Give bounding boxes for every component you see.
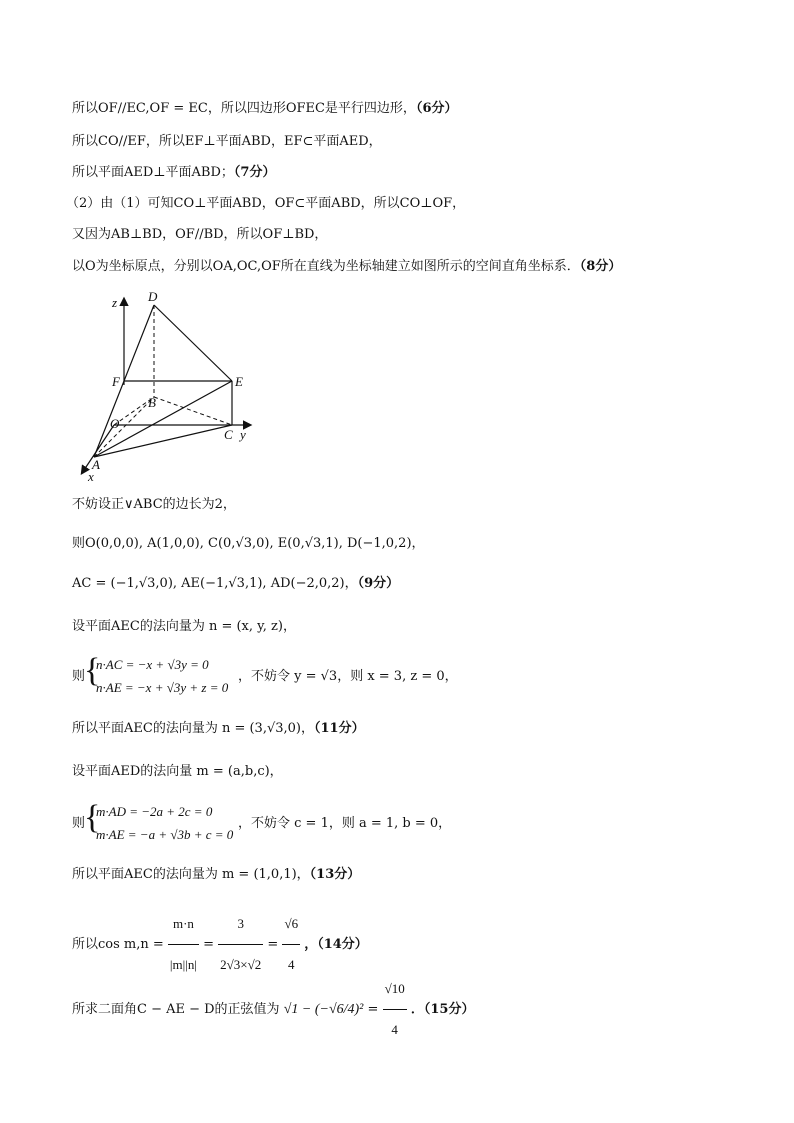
proof-line-5 (72, 226, 327, 244)
edge-de (154, 305, 232, 381)
proof-line-4 (66, 195, 465, 213)
system-eq: m·AD = −2a + 2c = 0 (96, 804, 213, 819)
equals-sign: = (267, 937, 279, 952)
proof-text: 不妨设正∨ABC的边长为2， (72, 497, 236, 512)
system-eq: m·AE = −a + √3b + c = 0 (96, 827, 234, 842)
proof-line-9 (72, 575, 399, 593)
fraction: $\frac{√10}{4}$ (383, 969, 407, 1050)
label-f: F (112, 374, 120, 389)
system-eq: n·AC = −x + √3y = 0 (96, 657, 209, 672)
proof-line-3 (72, 164, 275, 182)
proof-text: 则 (72, 816, 86, 831)
proof-line-14-suffix (238, 815, 451, 833)
edge-fd (124, 305, 154, 381)
proof-line-15 (72, 866, 360, 884)
proof-text: 所求二面角C − AE − D的正弦值为 (72, 1002, 280, 1017)
fraction: $\frac{m\cdot n}{|m||n|}$ (168, 904, 199, 985)
score-mark: （9分） (357, 576, 400, 591)
proof-text: 所以平面AED⊥平面ABD； (72, 165, 234, 180)
proof-text: ，不妨令 y = √3，则 x = 3, z = 0， (238, 669, 458, 684)
proof-line-6 (72, 258, 621, 276)
score-mark: （8分） (579, 259, 622, 274)
proof-line-2 (72, 133, 382, 151)
score-mark: （7分） (233, 165, 276, 180)
proof-text: 设平面AED的法向量 m = (a,b,c)， (72, 764, 283, 779)
proof-line-13 (72, 763, 283, 781)
system-brace: { (84, 799, 101, 836)
equals-sign: = (203, 937, 214, 952)
proof-line-17 (72, 969, 474, 1050)
fraction: $\frac{√6}{4}$ (282, 904, 300, 985)
score-mark: （13分） (309, 867, 361, 882)
system-brace: { (84, 652, 101, 689)
score-mark: （11分） (314, 721, 365, 736)
label-c: C (224, 427, 233, 442)
score-mark: ，（14分） (304, 937, 368, 952)
proof-text: 则 (72, 669, 86, 684)
label-z: z (112, 295, 118, 310)
label-b: B (148, 395, 156, 410)
edge-af (94, 381, 124, 457)
proof-text: 所以CO//EF，所以EF⊥平面ABD，EF⊂平面AED， (72, 134, 382, 149)
proof-line-11-suffix (238, 668, 458, 686)
proof-text: 又因为AB⊥BD，OF//BD，所以OF⊥BD， (72, 227, 328, 242)
system-eq: n·AE = −x + √3y + z = 0 (96, 680, 229, 695)
label-e: E (235, 374, 243, 389)
proof-line-1 (72, 100, 457, 118)
equals-sign: = (367, 1002, 379, 1017)
proof-line-8 (72, 535, 425, 553)
fraction: $\frac{3}{2√3\times√2}$ (218, 904, 263, 985)
label-a: A (92, 457, 100, 472)
proof-line-7 (72, 496, 236, 514)
proof-text: AC = (−1,√3,0), AE(−1,√3,1), AD(−2,0,2)， (72, 576, 358, 591)
proof-text: ，不妨令 c = 1，则 a = 1, b = 0， (238, 816, 452, 831)
proof-line-10 (72, 618, 296, 636)
proof-text: 所以cos m,n = (72, 937, 164, 952)
coordinate-figure (72, 285, 272, 485)
proof-text: 所以平面AEC的法向量为 m = (1,0,1)， (72, 867, 310, 882)
proof-text: （2）由（1）可知CO⊥平面ABD，OF⊂平面ABD，所以CO⊥OF， (66, 196, 466, 211)
proof-text: 所以平面AEC的法向量为 n = (3,√3,0)， (72, 721, 314, 736)
proof-text: 以O为坐标原点，分别以OA,OC,OF所在直线为坐标轴建立如图所示的空间直角坐标系． (72, 259, 580, 274)
label-x: x (88, 469, 94, 484)
proof-text: 设平面AEC的法向量为 n = (x, y, z)， (72, 619, 296, 634)
label-y: y (240, 427, 246, 442)
proof-text: 则O(0,0,0), A(1,0,0), C(0,√3,0), E(0,√3,1), D(−1,0,2)， (72, 536, 425, 551)
edge-ab-dashed (94, 397, 154, 457)
proof-text: 所以OF//EC,OF = EC，所以四边形OFEC是平行四边形， (72, 101, 416, 116)
score-mark: ．（15分） (410, 1002, 475, 1017)
label-d: D (148, 289, 158, 304)
score-mark: （6分） (415, 101, 458, 116)
edge-bc-dashed (154, 397, 232, 425)
sqrt-expression: √1 − (−√6/4)² (283, 1002, 364, 1017)
label-o: O (110, 416, 120, 431)
proof-line-12 (72, 720, 365, 738)
